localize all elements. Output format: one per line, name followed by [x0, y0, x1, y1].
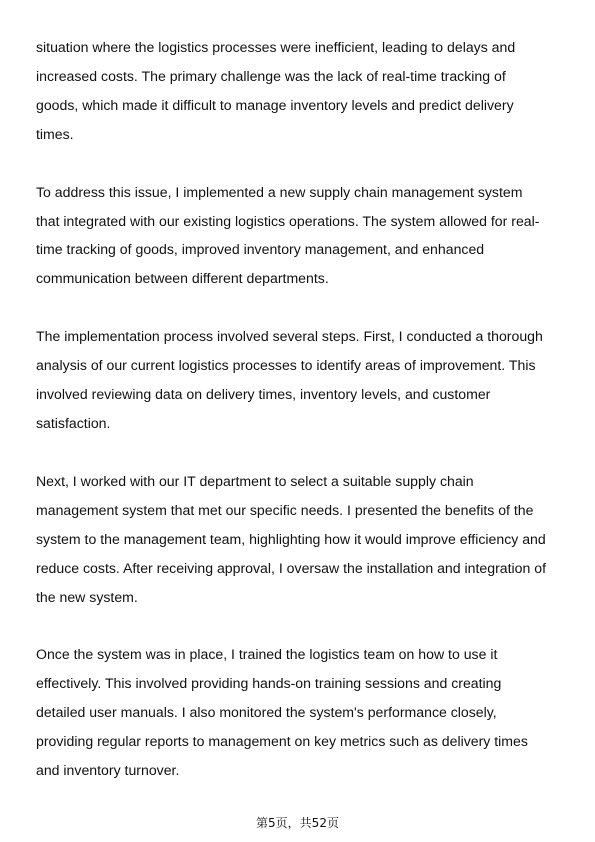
page-number-footer: 第5页，共52页	[256, 816, 339, 830]
paragraph	[36, 467, 566, 612]
text-line: providing regular reports to management on key metrics such as delivery times	[36, 733, 528, 750]
paragraph	[36, 640, 566, 785]
text-line: that integrated with our existing logistics operations. The system allowed for real-	[36, 212, 540, 229]
body-text	[36, 33, 566, 814]
text-line: and inventory turnover.	[36, 762, 180, 779]
text-line: involved reviewing data on delivery times, inventory levels, and customer	[36, 386, 491, 403]
text-line: situation where the logistics processes were inefficient, leading to delays and	[36, 39, 516, 55]
text-line: effectively. This involved providing hands-on training sessions and creating	[36, 675, 502, 692]
text-line: times.	[36, 125, 74, 142]
text-line: reduce costs. After receiving approval, I oversaw the installation and integration of	[36, 559, 547, 576]
text-line: Once the system was in place, I trained the logistics team on how to use it	[36, 646, 498, 663]
text-line: communication between different departments.	[36, 270, 329, 287]
text-line: satisfaction.	[36, 414, 111, 431]
text-line: increased costs. The primary challenge was the lack of real-time tracking of	[36, 67, 506, 84]
text-line: the new system.	[36, 588, 138, 605]
paragraph	[36, 322, 566, 438]
text-line: management system that met our specific needs. I presented the benefits of the	[36, 501, 534, 518]
text-line: To address this issue, I implemented a new supply chain management system	[36, 183, 523, 200]
text-line: detailed user manuals. I also monitored the system's performance closely,	[36, 704, 497, 721]
text-line: goods, which made it difficult to manage inventory levels and predict delivery	[36, 96, 514, 113]
paragraph	[36, 178, 566, 294]
text-line: The implementation process involved several steps. First, I conducted a thorough	[36, 328, 543, 345]
text-line: analysis of our current logistics processes to identify areas of improvement. This	[36, 357, 536, 374]
text-line: time tracking of goods, improved inventory management, and enhanced	[36, 241, 485, 258]
text-line: system to the management team, highlighting how it would improve efficiency and	[36, 530, 546, 547]
paragraph	[36, 33, 566, 149]
text-line: Next, I worked with our IT department to select a suitable supply chain	[36, 472, 474, 489]
